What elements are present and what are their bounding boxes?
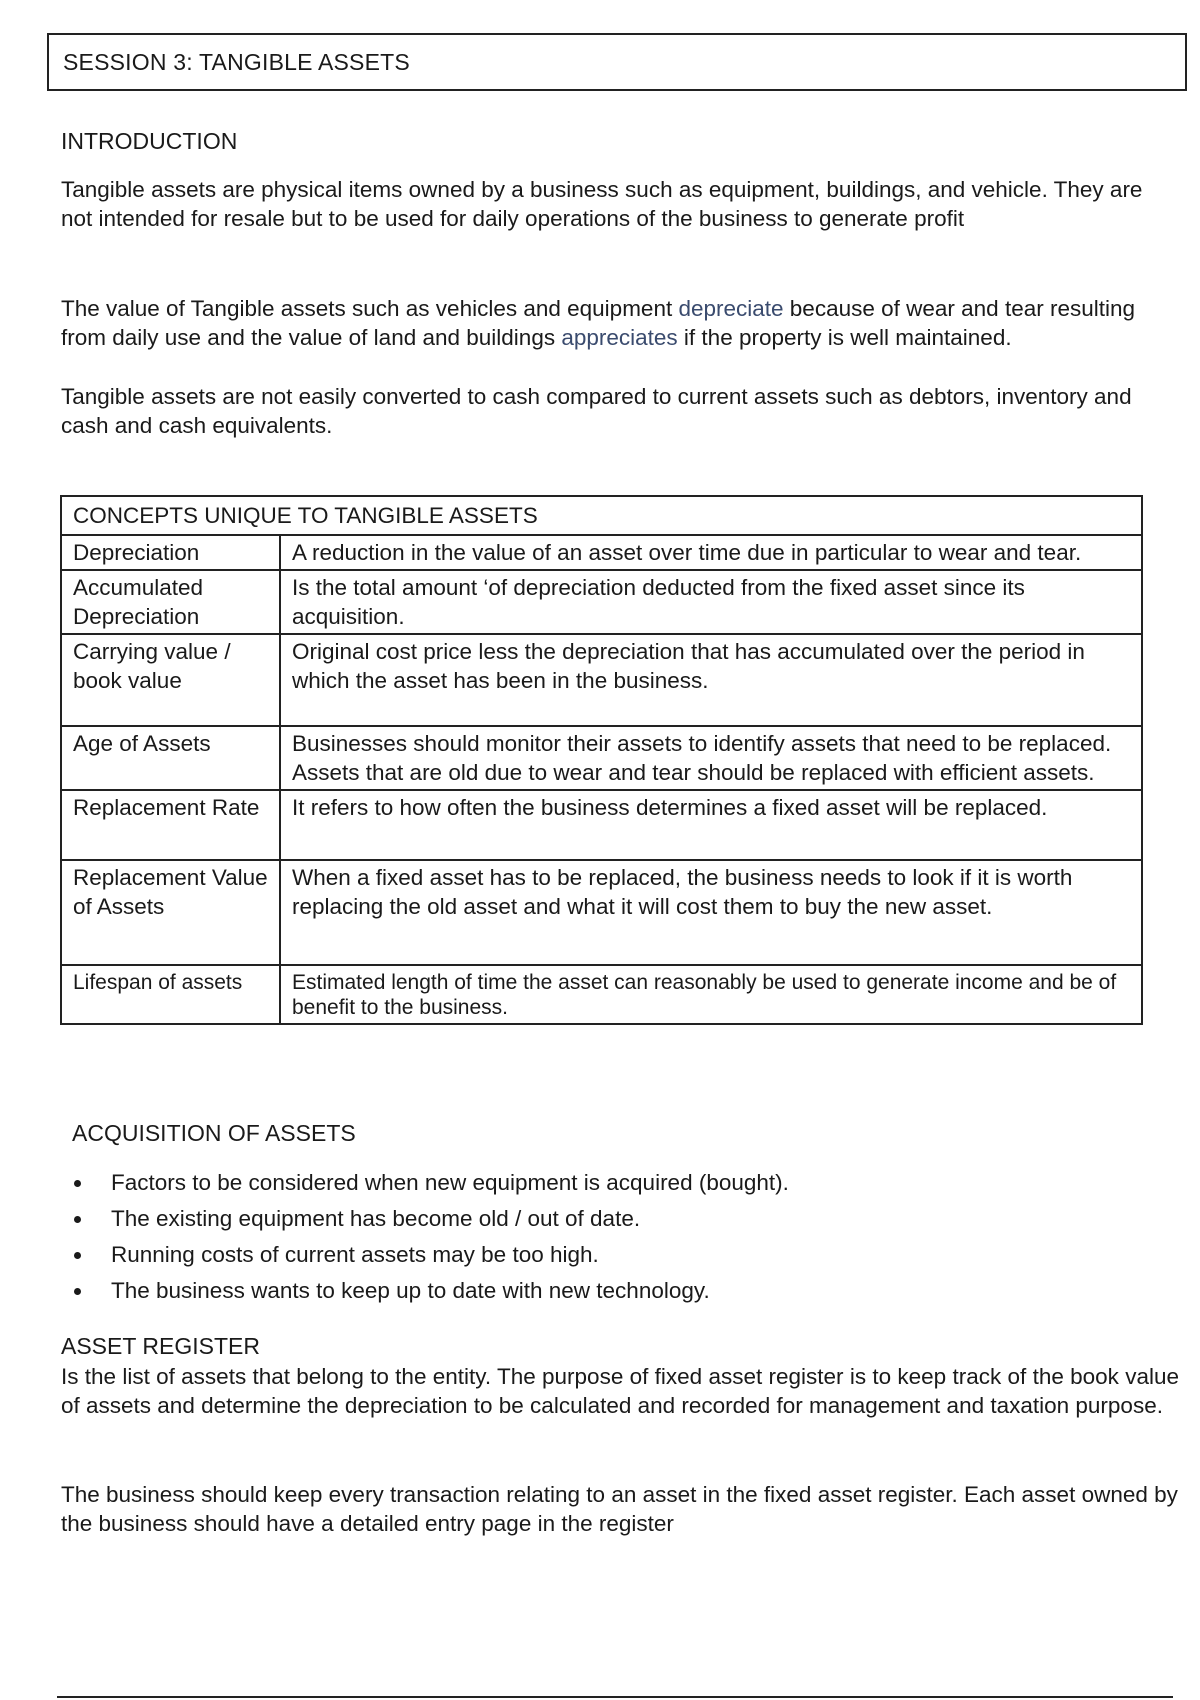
concept-term: Depreciation (61, 535, 280, 570)
concept-term: Carrying value / book value (61, 634, 280, 726)
list-item (72, 1165, 789, 1201)
table-row (61, 790, 1142, 860)
table-row (61, 535, 1142, 570)
concept-term: Lifespan of assets (61, 965, 280, 1024)
list-item (72, 1273, 789, 1309)
concept-term: Accumulated Depreciation (61, 570, 280, 634)
acquisition-bullet-list (72, 1165, 789, 1309)
table-row (61, 726, 1142, 790)
bullet-text: The existing equipment has become old / out of date. (111, 1206, 641, 1231)
intro-paragraph-2 (61, 294, 1179, 352)
intro-paragraph-2-part-3: if the property is well maintained. (677, 325, 1012, 350)
concept-definition: It refers to how often the business determines a fixed asset will be replaced. (280, 790, 1142, 860)
intro-paragraph-1: Tangible assets are physical items owned by a business such as equipment, buildings, and vehicle. They are not intended for resale but to be used for daily operations of the business to generate profit (61, 177, 1143, 231)
concept-definition: Original cost price less the depreciation that has accumulated over the period in which the asset has been in the business. (280, 634, 1142, 726)
table-row (61, 634, 1142, 726)
table-row (61, 965, 1142, 1024)
acquisition-heading: ACQUISITION OF ASSETS (72, 1120, 356, 1146)
bullet-text: Factors to be considered when new equipment is acquired (bought). (111, 1170, 789, 1195)
bullet-text: Running costs of current assets may be too high. (111, 1242, 599, 1267)
bullet-text: The business wants to keep up to date with new technology. (111, 1278, 710, 1303)
concept-definition: A reduction in the value of an asset over time due in particular to wear and tear. (280, 535, 1142, 570)
bullet-icon (74, 1216, 81, 1223)
asset-register-paragraph-2: The business should keep every transaction relating to an asset in the fixed asset register. Each asset owned by the business should have a detailed entry page in the register (61, 1482, 1178, 1536)
list-item (72, 1201, 789, 1237)
concept-definition: Is the total amount ‘of depreciation deducted from the fixed asset since its acquisition. (280, 570, 1142, 634)
concept-term: Replacement Value of Assets (61, 860, 280, 965)
footer-divider (57, 1696, 1173, 1698)
intro-paragraph-2-part-1: The value of Tangible assets such as vehicles and equipment (61, 296, 679, 321)
session-title: SESSION 3: TANGIBLE ASSETS (63, 48, 410, 75)
concepts-table-title: CONCEPTS UNIQUE TO TANGIBLE ASSETS (61, 496, 1142, 535)
depreciate-term: depreciate (678, 296, 784, 321)
introduction-heading: INTRODUCTION (61, 128, 238, 154)
session-title-box (47, 33, 1187, 91)
asset-register-heading: ASSET REGISTER (61, 1333, 260, 1359)
intro-paragraph-3: Tangible assets are not easily converted to cash compared to current assets such as debtors, inventory and cash and cash equivalents. (61, 384, 1132, 438)
concepts-table-title-row (61, 496, 1142, 535)
concept-definition: Estimated length of time the asset can reasonably be used to generate income and be of benefit to the business. (280, 965, 1142, 1024)
list-item (72, 1237, 789, 1273)
bullet-icon (74, 1180, 81, 1187)
intro-paragraph-2-part-2: because of wear and tear resulting from daily use and the value of land and buildings (61, 296, 1136, 350)
bullet-icon (74, 1288, 81, 1295)
concept-definition: Businesses should monitor their assets to identify assets that need to be replaced. Assets that are old due to wear and tear should be replaced with efficient assets. (280, 726, 1142, 790)
concepts-table (60, 495, 1143, 1025)
concept-term: Age of Assets (61, 726, 280, 790)
concept-term: Replacement Rate (61, 790, 280, 860)
table-row (61, 860, 1142, 965)
concept-definition: When a fixed asset has to be replaced, the business needs to look if it is worth replacing the old asset and what it will cost them to buy the new asset. (280, 860, 1142, 965)
appreciates-term: appreciates (561, 325, 678, 350)
bullet-icon (74, 1252, 81, 1259)
table-row (61, 570, 1142, 634)
asset-register-paragraph-1: Is the list of assets that belong to the entity. The purpose of fixed asset register is to keep track of the book value of assets and determine the depreciation to be calculated and recorded for management and taxation purpose. (61, 1364, 1179, 1418)
